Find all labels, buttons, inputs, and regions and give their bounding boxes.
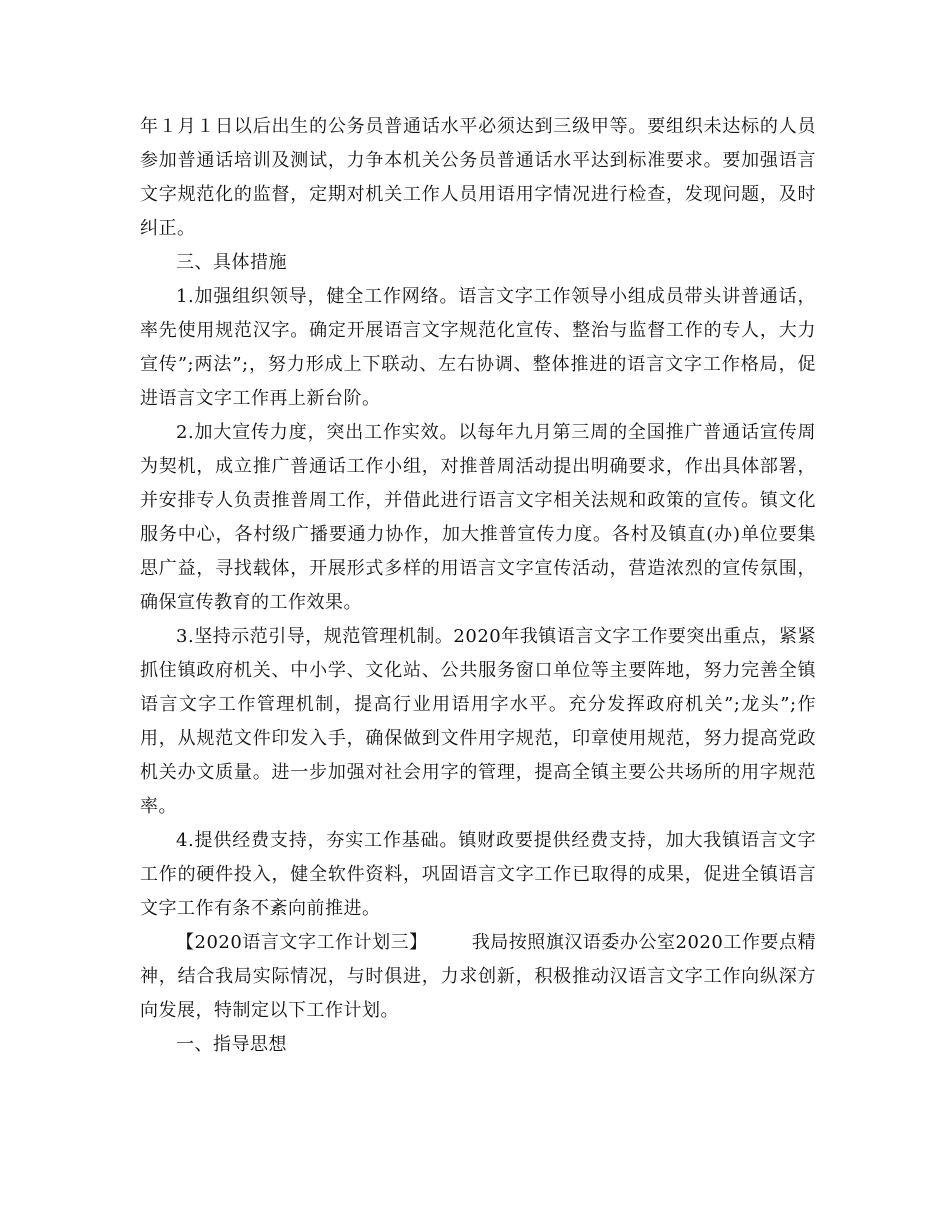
plan-heading: 【2020语言文字工作计划三】 (176, 932, 428, 953)
document-body (140, 110, 816, 1062)
section-heading-guiding-ideology: 一、指导思想 (176, 1034, 287, 1055)
paragraph-intro-continuation: 年１月１日以后出生的公务员普通话水平必须达到三级甲等。要组织未达标的人员参加普通话培训及测试，力争本机关公务员普通话水平达到标准要求。要加强语言文字规范化的监督，定期对机关工作人员用语用字情况进行检查，发现问题，及时纠正。 (140, 116, 816, 239)
paragraph-measure-1: 1.加强组织领导，健全工作网络。语言文字工作领导小组成员带头讲普通话，率先使用规范汉字。确定开展语言文字规范化宣传、整治与监督工作的专人，大力宣传”;两法”;，努力形成上下联动、左右协调、整体推进的语言文字工作格局，促进语言文字工作再上新台阶。 (140, 286, 816, 409)
plan-body: 我局按照旗汉语委办公室2020工作要点精神，结合我局实际情况，与时俱进，力求创新，积极推动汉语言文字工作向纵深方向发展，特制定以下工作计划。 (140, 932, 816, 1021)
section-heading-specific-measures: 三、具体措施 (176, 252, 287, 273)
paragraph-plan-three (140, 926, 816, 1028)
paragraph-measure-3: 3.坚持示范引导，规范管理机制。2020年我镇语言文字工作要突出重点，紧紧抓住镇政府机关、中小学、文化站、公共服务窗口单位等主要阵地，努力完善全镇语言文字工作管理机制，提高行业用语用字水平。充分发挥政府机关”;龙头”;作用，从规范文件印发入手，确保做到文件用字规范，印章使用规范，努力提高党政机关办文质量。进一步加强对社会用字的管理，提高全镇主要公共场所的用字规范率。 (140, 626, 816, 817)
paragraph-measure-2: 2.加大宣传力度，突出工作实效。以每年九月第三周的全国推广普通话宣传周为契机，成立推广普通话工作小组，对推普周活动提出明确要求，作出具体部署，并安排专人负责推普周工作，并借此进行语言文字相关法规和政策的宣传。镇文化服务中心，各村级广播要通力协作，加大推普宣传力度。各村及镇直(办)单位要集思广益，寻找载体，开展形式多样的用语言文字宣传活动，营造浓烈的宣传氛围，确保宣传教育的工作效果。 (140, 422, 816, 613)
paragraph-measure-4: 4.提供经费支持，夯实工作基础。镇财政要提供经费支持，加大我镇语言文字工作的硬件投入，健全软件资料，巩固语言文字工作已取得的成果，促进全镇语言文字工作有条不紊向前推进。 (140, 830, 816, 919)
